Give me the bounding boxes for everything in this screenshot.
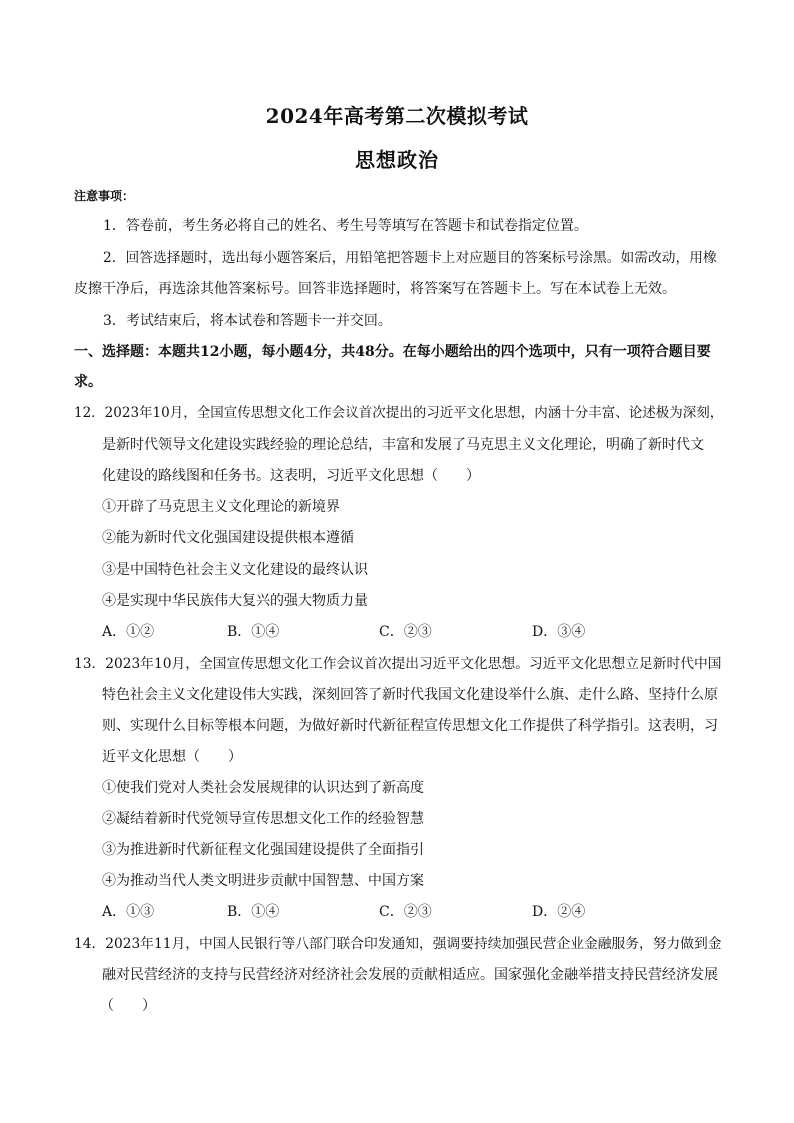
option-c: C．②③ [379, 624, 432, 640]
notice-item: 3．考试结束后，将本试卷和答题卡一并交回。 [103, 313, 392, 329]
notice-item: 2．回答选择题时，选出每小题答案后，用铅笔把答题卡上对应题目的答案标号涂黑。如需改动，用橡 [103, 250, 717, 266]
exam-subject: 思想政治 [355, 148, 439, 172]
option-b: B．①④ [227, 624, 280, 640]
statement-2: ②凝结着新时代党领导宣传思想文化工作的经验智慧 [102, 811, 424, 827]
option-c: C．②③ [379, 904, 432, 920]
notice-item: 1．答卷前，考生务必将自己的姓名、考生号等填写在答题卡和试卷指定位置。 [103, 218, 588, 234]
question-stem-line: 14．2023年11月，中国人民银行等八部门联合印发通知，强调要持续加强民营企业金融服务，努力做到金 [74, 936, 722, 952]
option-a: A．①③ [102, 904, 155, 920]
statement-4: ④是实现中华民族伟大复兴的强大物质力量 [102, 593, 368, 609]
question-stem-line: 12．2023年10月，全国宣传思想文化工作会议首次提出的习近平文化思想，内涵十分丰富、论述极为深刻， [74, 405, 724, 421]
statement-3: ③是中国特色社会主义文化建设的最终认识 [102, 562, 368, 578]
answer-blank: （ ） [100, 998, 156, 1014]
question-stem-line: 化建设的路线图和任务书。这表明，习近平文化思想（ ） [102, 468, 480, 484]
question-stem-line: 13．2023年10月，全国宣传思想文化工作会议首次提出习近平文化思想。习近平文化思想立足新时代中国 [74, 656, 722, 672]
statement-3: ③为推进新时代新征程文化强国建设提供了全面指引 [102, 842, 424, 858]
option-a: A．①② [102, 624, 155, 640]
option-d: D．②④ [532, 904, 586, 920]
section-heading: 一、选择题：本题共12小题，每小题4分，共48分。在每小题给出的四个选项中，只有一项符合题目要 [74, 344, 711, 360]
exam-title: 2024年高考第二次模拟考试 [265, 104, 529, 128]
question-stem-line: 特色社会主义文化建设伟大实践，深刻回答了新时代我国文化建设举什么旗、走什么路、坚持什么原 [102, 687, 718, 703]
question-stem-line: 是新时代领导文化建设实践经验的理论总结，丰富和发展了马克思主义文化理论，明确了新时代文 [102, 437, 704, 453]
section-heading-continuation: 求。 [74, 374, 102, 390]
question-stem-line: 融对民营经济的支持与民营经济对经济社会发展的贡献相适应。国家强化金融举措支持民营经济发展 [102, 967, 718, 983]
option-b: B．①④ [227, 904, 280, 920]
option-d: D．③④ [532, 624, 586, 640]
question-stem-line: 近平文化思想（ ） [102, 749, 242, 765]
statement-1: ①开辟了马克思主义文化理论的新境界 [102, 499, 340, 515]
question-stem-line: 则、实现什么目标等根本问题，为做好新时代新征程宣传思想文化工作提供了科学指引。这表明，习 [102, 718, 718, 734]
statement-1: ①使我们党对人类社会发展规律的认识达到了新高度 [102, 780, 424, 796]
statement-4: ④为推动当代人类文明进步贡献中国智慧、中国方案 [102, 873, 424, 889]
notice-item-continuation: 皮擦干净后，再选涂其他答案标号。回答非选择题时，将答案写在答题卡上。写在本试卷上无效。 [74, 281, 676, 297]
notice-heading: 注意事项： [74, 189, 135, 203]
statement-2: ②能为新时代文化强国建设提供根本遵循 [102, 530, 354, 546]
